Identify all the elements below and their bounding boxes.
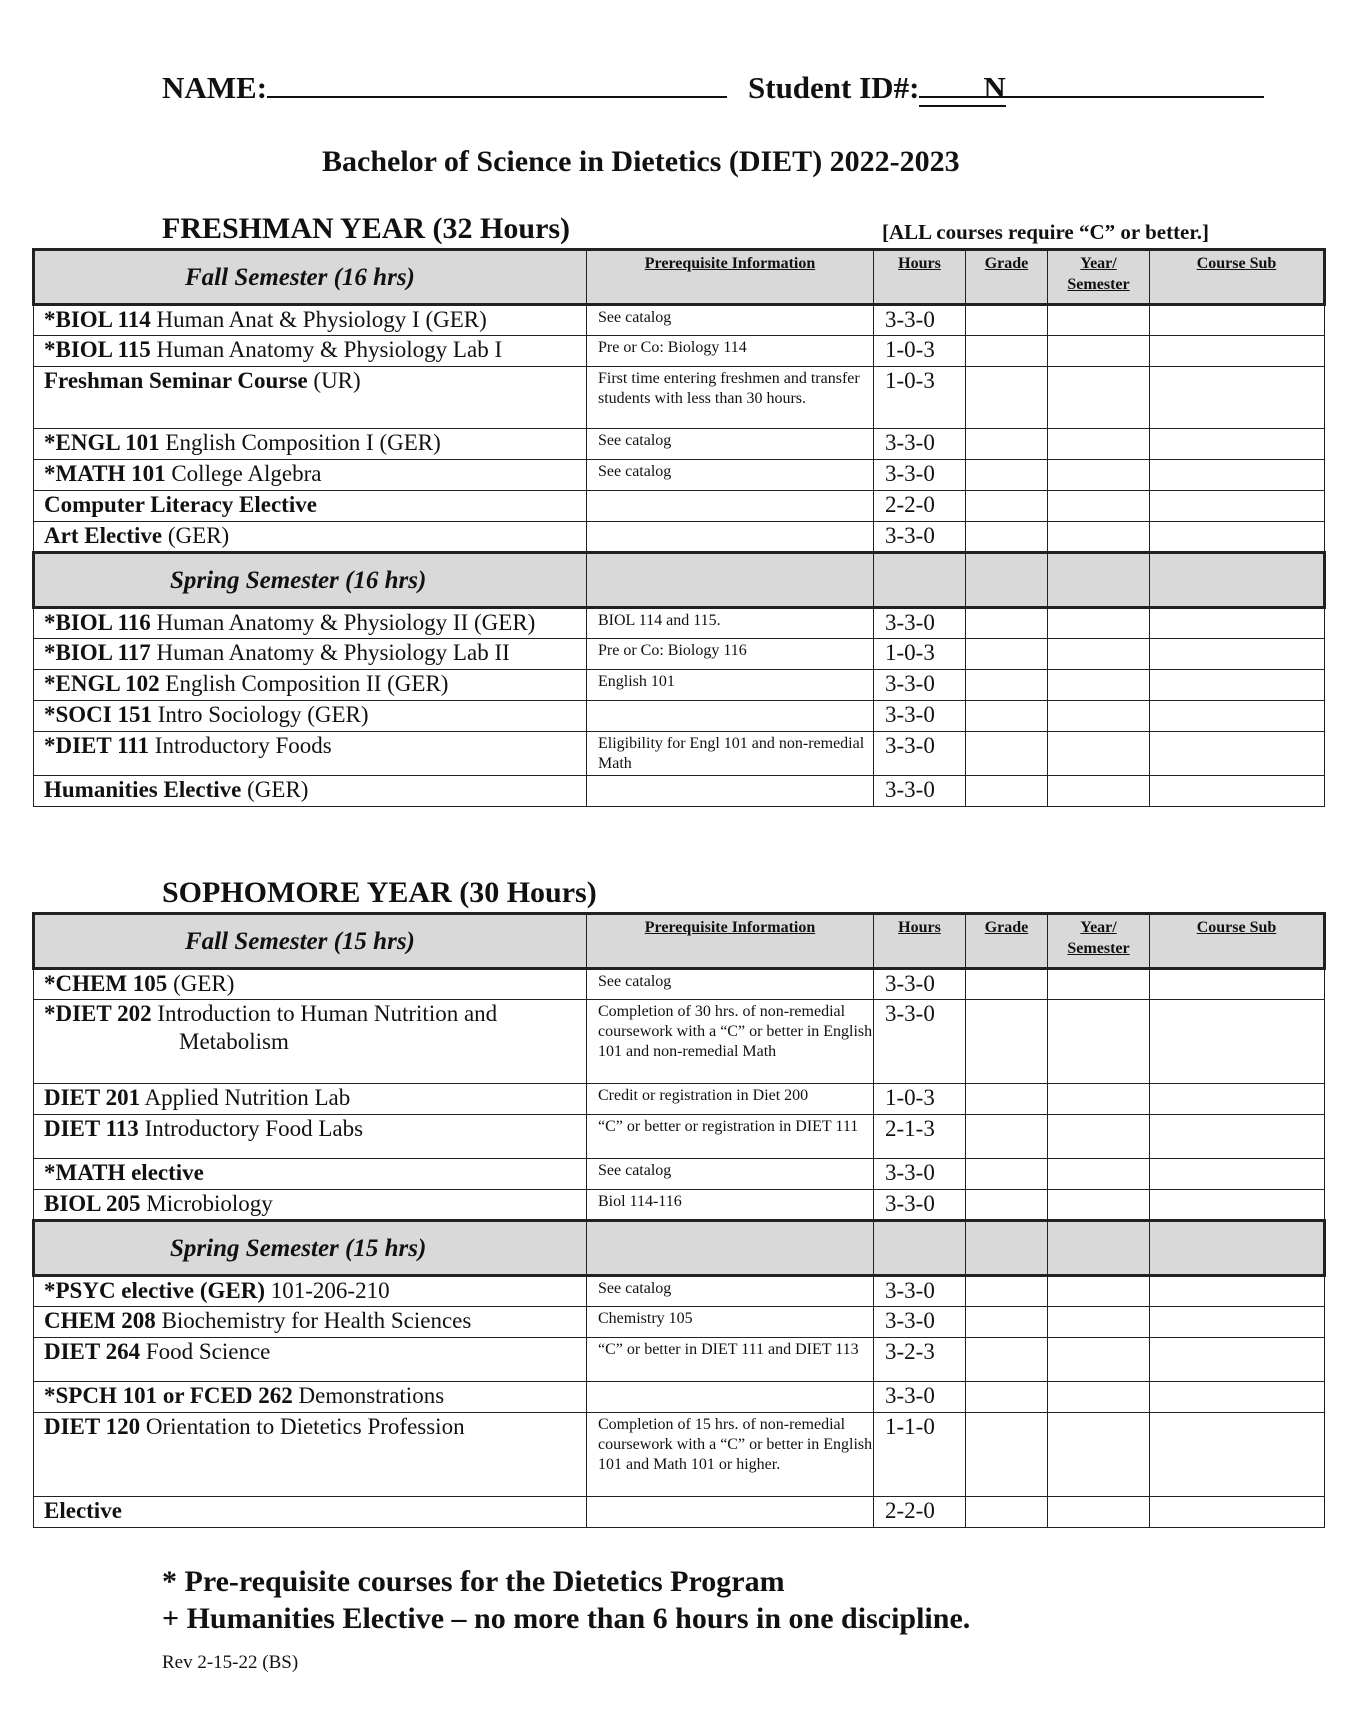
col-prereq: Prerequisite Information — [644, 255, 816, 272]
grade-cell[interactable] — [966, 732, 1048, 776]
year-semester-cell[interactable] — [1048, 732, 1150, 776]
course-sub-cell[interactable] — [1150, 1190, 1325, 1221]
student-id-field[interactable] — [919, 70, 1264, 105]
course-row — [34, 1276, 1325, 1307]
course-title — [34, 701, 586, 729]
prerequisite-info: English 101 — [598, 673, 675, 690]
prerequisite-info — [587, 1382, 873, 1384]
year-semester-cell[interactable] — [1048, 336, 1150, 367]
page-title: Bachelor of Science in Dietetics (DIET) 2022-2023 — [322, 145, 960, 178]
grade-cell[interactable] — [966, 491, 1048, 522]
year-semester-cell[interactable] — [1048, 429, 1150, 460]
course-hours: 3-3-0 — [885, 430, 935, 455]
course-title — [34, 429, 586, 457]
course-name: English Composition II (GER) — [159, 671, 449, 696]
course-row — [34, 670, 1325, 701]
course-sub-cell[interactable] — [1150, 305, 1325, 336]
prerequisite-info: See catalog — [598, 309, 672, 326]
course-hours: 3-3-0 — [885, 1278, 935, 1303]
course-sub-cell[interactable] — [1150, 701, 1325, 732]
course-sub-cell[interactable] — [1150, 1338, 1325, 1382]
prerequisite-info: Eligibility for Engl 101 and non-remedial Math — [598, 735, 865, 772]
course-code: DIET 264 — [44, 1339, 141, 1364]
prerequisite-info: Chemistry 105 — [598, 1310, 693, 1327]
freshman-heading: FRESHMAN YEAR (32 Hours) — [162, 212, 571, 245]
course-title — [34, 1159, 586, 1187]
course-name: Food Science — [140, 1339, 271, 1364]
course-row — [34, 1497, 1325, 1528]
course-code: Freshman Seminar Course — [44, 368, 308, 393]
year-semester-cell[interactable] — [1048, 367, 1150, 429]
year-semester-cell[interactable] — [1048, 522, 1150, 553]
course-name: (UR) — [307, 368, 361, 393]
course-title — [34, 639, 586, 667]
course-sub-cell[interactable] — [1150, 460, 1325, 491]
course-code: *DIET 111 — [44, 733, 150, 758]
year-semester-cell[interactable] — [1048, 776, 1150, 807]
course-hours: 1-1-0 — [885, 1414, 935, 1439]
course-code: *SPCH 101 or FCED 262 — [44, 1383, 293, 1408]
course-name: English Composition I (GER) — [159, 430, 441, 455]
grade-cell[interactable] — [966, 969, 1048, 1000]
course-code: *ENGL 101 — [44, 430, 160, 455]
grade-cell[interactable] — [966, 608, 1048, 639]
course-hours: 2-1-3 — [885, 1116, 935, 1141]
revision-note: Rev 2-15-22 (BS) — [162, 1652, 299, 1673]
course-name: Biochemistry for Health Sciences — [155, 1308, 472, 1333]
year-semester-cell[interactable] — [1048, 639, 1150, 670]
course-hours: 3-3-0 — [885, 523, 935, 548]
prerequisite-info — [587, 1497, 873, 1499]
freshman-fall-header — [34, 250, 1325, 305]
course-row — [34, 701, 1325, 732]
course-code: *SOCI 151 — [44, 702, 152, 727]
grade-cell[interactable] — [966, 429, 1048, 460]
prerequisite-info: See catalog — [598, 432, 672, 449]
course-row — [34, 776, 1325, 807]
course-code: *MATH elective — [44, 1160, 204, 1185]
name-field[interactable] — [267, 70, 727, 98]
course-sub-cell[interactable] — [1150, 367, 1325, 429]
course-name: Human Anatomy & Physiology II (GER) — [150, 610, 536, 635]
year-semester-cell[interactable] — [1048, 491, 1150, 522]
course-name: Microbiology — [140, 1191, 273, 1216]
course-name: (GER) — [167, 971, 235, 996]
course-row — [34, 1115, 1325, 1159]
grade-cell[interactable] — [966, 367, 1048, 429]
semester-label: Spring Semester (16 hrs) — [170, 567, 427, 594]
course-code: *PSYC elective (GER) — [44, 1278, 265, 1303]
col-course-sub: Course Sub — [1196, 919, 1277, 936]
course-code: DIET 201 — [44, 1085, 141, 1110]
course-code: *MATH 101 — [44, 461, 166, 486]
col-prereq: Prerequisite Information — [644, 919, 816, 936]
course-row — [34, 1000, 1325, 1084]
course-name: Introductory Foods — [149, 733, 332, 758]
course-code: *BIOL 114 — [44, 307, 151, 332]
course-hours: 2-2-0 — [885, 492, 935, 517]
course-row — [34, 1307, 1325, 1338]
prerequisite-info: Pre or Co: Biology 116 — [598, 642, 747, 659]
course-sub-cell[interactable] — [1150, 670, 1325, 701]
course-hours: 3-3-0 — [885, 671, 935, 696]
course-sub-cell[interactable] — [1150, 776, 1325, 807]
course-title — [34, 1084, 586, 1112]
course-sub-cell[interactable] — [1150, 1307, 1325, 1338]
prerequisite-info: See catalog — [598, 463, 672, 480]
course-row — [34, 1382, 1325, 1413]
year-semester-cell[interactable] — [1048, 1382, 1150, 1413]
course-title — [34, 609, 586, 637]
grade-cell[interactable] — [966, 1382, 1048, 1413]
course-code: Elective — [44, 1498, 122, 1523]
year-semester-cell[interactable] — [1048, 1338, 1150, 1382]
course-hours: 3-3-0 — [885, 307, 935, 332]
course-name: Applied Nutrition Lab — [140, 1085, 351, 1110]
col-year-semester: Year/ Semester — [1067, 919, 1130, 957]
course-name: 101-206-210 — [265, 1278, 390, 1303]
grade-cell[interactable] — [966, 639, 1048, 670]
grade-cell[interactable] — [966, 522, 1048, 553]
course-name: Human Anat & Physiology I (GER) — [150, 307, 487, 332]
course-sub-cell[interactable] — [1150, 1084, 1325, 1115]
course-code: *CHEM 105 — [44, 971, 168, 996]
footnote-humanities: + Humanities Elective – no more than 6 hours in one discipline. — [162, 1602, 971, 1635]
sophomore-table — [32, 912, 1326, 1528]
col-grade: Grade — [984, 255, 1029, 272]
sophomore-spring-header — [34, 1221, 1325, 1276]
course-sub-cell[interactable] — [1150, 429, 1325, 460]
prerequisite-info — [587, 701, 873, 703]
course-row — [34, 639, 1325, 670]
course-title — [34, 522, 586, 550]
prerequisite-info: “C” or better or registration in DIET 111 — [598, 1118, 859, 1135]
course-title — [34, 1338, 586, 1366]
course-hours: 3-3-0 — [885, 610, 935, 635]
course-name: Intro Sociology (GER) — [152, 702, 369, 727]
course-name: Demonstrations — [292, 1383, 445, 1408]
prerequisite-info: Biol 114-116 — [598, 1193, 682, 1210]
year-semester-cell[interactable] — [1048, 1159, 1150, 1190]
course-name: Introductory Food Labs — [138, 1116, 364, 1141]
course-title — [34, 670, 586, 698]
course-hours: 3-3-0 — [885, 1308, 935, 1333]
course-name: Human Anatomy & Physiology Lab II — [150, 640, 510, 665]
grade-cell[interactable] — [966, 1084, 1048, 1115]
course-hours: 3-3-0 — [885, 733, 935, 758]
course-sub-cell[interactable] — [1150, 608, 1325, 639]
course-hours: 3-3-0 — [885, 1191, 935, 1216]
course-name: Orientation to Dietetics Profession — [140, 1414, 465, 1439]
course-hours: 3-3-0 — [885, 1160, 935, 1185]
course-name: College Algebra — [165, 461, 322, 486]
prerequisite-info: Completion of 15 hrs. of non-remedial coursework with a “C” or better in English 101 and Math 101 or higher. — [598, 1416, 873, 1473]
course-sub-cell[interactable] — [1150, 522, 1325, 553]
course-hours: 3-3-0 — [885, 702, 935, 727]
grade-cell[interactable] — [966, 670, 1048, 701]
course-title — [34, 460, 586, 488]
course-row — [34, 608, 1325, 639]
name-field-row — [162, 70, 727, 106]
prerequisite-info: Completion of 30 hrs. of non-remedial coursework with a “C” or better in English 101 and non-remedial Math — [598, 1003, 873, 1060]
prerequisite-info: BIOL 114 and 115. — [598, 612, 721, 629]
course-hours: 1-0-3 — [885, 640, 935, 665]
course-sub-cell[interactable] — [1150, 1497, 1325, 1528]
grade-cell[interactable] — [966, 1000, 1048, 1084]
prerequisite-info: First time entering freshmen and transfer students with less than 30 hours. — [598, 370, 860, 407]
course-hours: 1-0-3 — [885, 368, 935, 393]
year-semester-cell[interactable] — [1048, 1084, 1150, 1115]
grade-cell[interactable] — [966, 701, 1048, 732]
course-sub-cell[interactable] — [1150, 1382, 1325, 1413]
year-semester-cell[interactable] — [1048, 305, 1150, 336]
course-sub-cell[interactable] — [1150, 336, 1325, 367]
year-semester-cell[interactable] — [1048, 1307, 1150, 1338]
freshman-spring-header — [34, 553, 1325, 608]
course-title — [34, 367, 586, 395]
grade-cell[interactable] — [966, 1276, 1048, 1307]
course-name: Human Anatomy & Physiology Lab I — [150, 337, 503, 362]
prerequisite-info: Pre or Co: Biology 114 — [598, 339, 747, 356]
course-code: *BIOL 115 — [44, 337, 151, 362]
course-row — [34, 1413, 1325, 1497]
sophomore-heading: SOPHOMORE YEAR (30 Hours) — [162, 876, 597, 909]
course-code: *DIET 202 — [44, 1001, 152, 1026]
prerequisite-info: “C” or better in DIET 111 and DIET 113 — [598, 1341, 859, 1358]
course-title — [34, 306, 586, 334]
prerequisite-info: See catalog — [598, 973, 672, 990]
year-semester-cell[interactable] — [1048, 1115, 1150, 1159]
course-code: Art Elective — [44, 523, 163, 548]
year-semester-cell[interactable] — [1048, 1497, 1150, 1528]
year-semester-cell[interactable] — [1048, 1276, 1150, 1307]
course-row — [34, 1190, 1325, 1221]
course-code: CHEM 208 — [44, 1308, 156, 1333]
course-title — [34, 491, 586, 519]
col-grade: Grade — [984, 919, 1029, 936]
course-title — [34, 1307, 586, 1335]
grade-cell[interactable] — [966, 336, 1048, 367]
course-row — [34, 460, 1325, 491]
course-hours: 3-2-3 — [885, 1339, 935, 1364]
course-row — [34, 1159, 1325, 1190]
grade-cell[interactable] — [966, 305, 1048, 336]
student-id-row — [748, 70, 1264, 106]
course-code: *BIOL 116 — [44, 610, 151, 635]
course-row — [34, 522, 1325, 553]
course-sub-cell[interactable] — [1150, 1115, 1325, 1159]
year-semester-cell[interactable] — [1048, 969, 1150, 1000]
course-row — [34, 336, 1325, 367]
course-sub-cell[interactable] — [1150, 1159, 1325, 1190]
prerequisite-info: Credit or registration in Diet 200 — [598, 1087, 809, 1104]
prerequisite-info — [587, 776, 873, 778]
course-row — [34, 732, 1325, 776]
semester-label: Fall Semester (15 hrs) — [185, 928, 415, 955]
course-row — [34, 367, 1325, 429]
course-code: *BIOL 117 — [44, 640, 151, 665]
year-semester-cell[interactable] — [1048, 1190, 1150, 1221]
course-title — [34, 1382, 586, 1410]
footnote-prerequisite: * Pre-requisite courses for the Dietetics Program — [162, 1565, 785, 1598]
grade-cell[interactable] — [966, 1190, 1048, 1221]
course-title — [34, 1000, 586, 1056]
course-hours: 1-0-3 — [885, 1085, 935, 1110]
grade-cell[interactable] — [966, 1338, 1048, 1382]
course-row — [34, 305, 1325, 336]
col-course-sub: Course Sub — [1196, 255, 1277, 272]
grade-cell[interactable] — [966, 1115, 1048, 1159]
year-semester-cell[interactable] — [1048, 701, 1150, 732]
prerequisite-info — [587, 522, 873, 524]
prerequisite-info — [587, 491, 873, 493]
course-sub-cell[interactable] — [1150, 1276, 1325, 1307]
course-row — [34, 491, 1325, 522]
course-code: DIET 113 — [44, 1116, 139, 1141]
grade-cell[interactable] — [966, 1413, 1048, 1497]
course-sub-cell[interactable] — [1150, 969, 1325, 1000]
year-semester-cell[interactable] — [1048, 608, 1150, 639]
grade-cell[interactable] — [966, 460, 1048, 491]
course-code: Computer Literacy Elective — [44, 492, 317, 517]
course-sub-cell[interactable] — [1150, 639, 1325, 670]
student-id-label: Student ID#: — [748, 70, 920, 105]
course-title — [34, 776, 586, 804]
col-hours: Hours — [898, 255, 941, 272]
year-semester-cell[interactable] — [1048, 460, 1150, 491]
requirement-note: [ALL courses require “C” or better.] — [882, 220, 1210, 244]
course-code: DIET 120 — [44, 1414, 141, 1439]
col-year-semester: Year/ Semester — [1067, 255, 1130, 293]
course-hours: 3-3-0 — [885, 1383, 935, 1408]
course-title — [34, 732, 586, 760]
course-sub-cell[interactable] — [1150, 1413, 1325, 1497]
course-title — [34, 1115, 586, 1143]
course-row — [34, 1338, 1325, 1382]
course-sub-cell[interactable] — [1150, 732, 1325, 776]
course-row — [34, 969, 1325, 1000]
course-title — [34, 1413, 586, 1441]
course-code: *ENGL 102 — [44, 671, 160, 696]
course-hours: 1-0-3 — [885, 337, 935, 362]
course-hours: 3-3-0 — [885, 1001, 935, 1026]
course-hours: 2-2-0 — [885, 1498, 935, 1523]
freshman-table — [32, 248, 1326, 807]
course-code: Humanities Elective — [44, 777, 242, 802]
course-hours: 3-3-0 — [885, 461, 935, 486]
year-semester-cell[interactable] — [1048, 1000, 1150, 1084]
name-label: NAME: — [162, 70, 268, 105]
course-row — [34, 429, 1325, 460]
col-hours: Hours — [898, 919, 941, 936]
course-name: (GER) — [241, 777, 309, 802]
course-sub-cell[interactable] — [1150, 491, 1325, 522]
course-sub-cell[interactable] — [1150, 1000, 1325, 1084]
course-title — [34, 1497, 586, 1525]
course-title — [34, 336, 586, 364]
course-hours: 3-3-0 — [885, 777, 935, 802]
year-semester-cell[interactable] — [1048, 1413, 1150, 1497]
semester-label: Fall Semester (16 hrs) — [185, 264, 415, 291]
course-code: BIOL 205 — [44, 1191, 141, 1216]
prerequisite-info: See catalog — [598, 1162, 672, 1179]
course-name-continued: Metabolism — [179, 1029, 289, 1054]
student-id-prefix: N — [919, 70, 1005, 107]
course-name: (GER) — [162, 523, 230, 548]
semester-label: Spring Semester (15 hrs) — [170, 1235, 427, 1262]
course-row — [34, 1084, 1325, 1115]
prerequisite-info: See catalog — [598, 1280, 672, 1297]
course-title — [34, 970, 586, 998]
course-title — [34, 1277, 586, 1305]
course-title — [34, 1190, 586, 1218]
grade-cell[interactable] — [966, 1159, 1048, 1190]
sophomore-fall-header — [34, 914, 1325, 969]
course-hours: 3-3-0 — [885, 971, 935, 996]
year-semester-cell[interactable] — [1048, 670, 1150, 701]
grade-cell[interactable] — [966, 776, 1048, 807]
grade-cell[interactable] — [966, 1307, 1048, 1338]
grade-cell[interactable] — [966, 1497, 1048, 1528]
course-name: Introduction to Human Nutrition and — [151, 1001, 498, 1026]
